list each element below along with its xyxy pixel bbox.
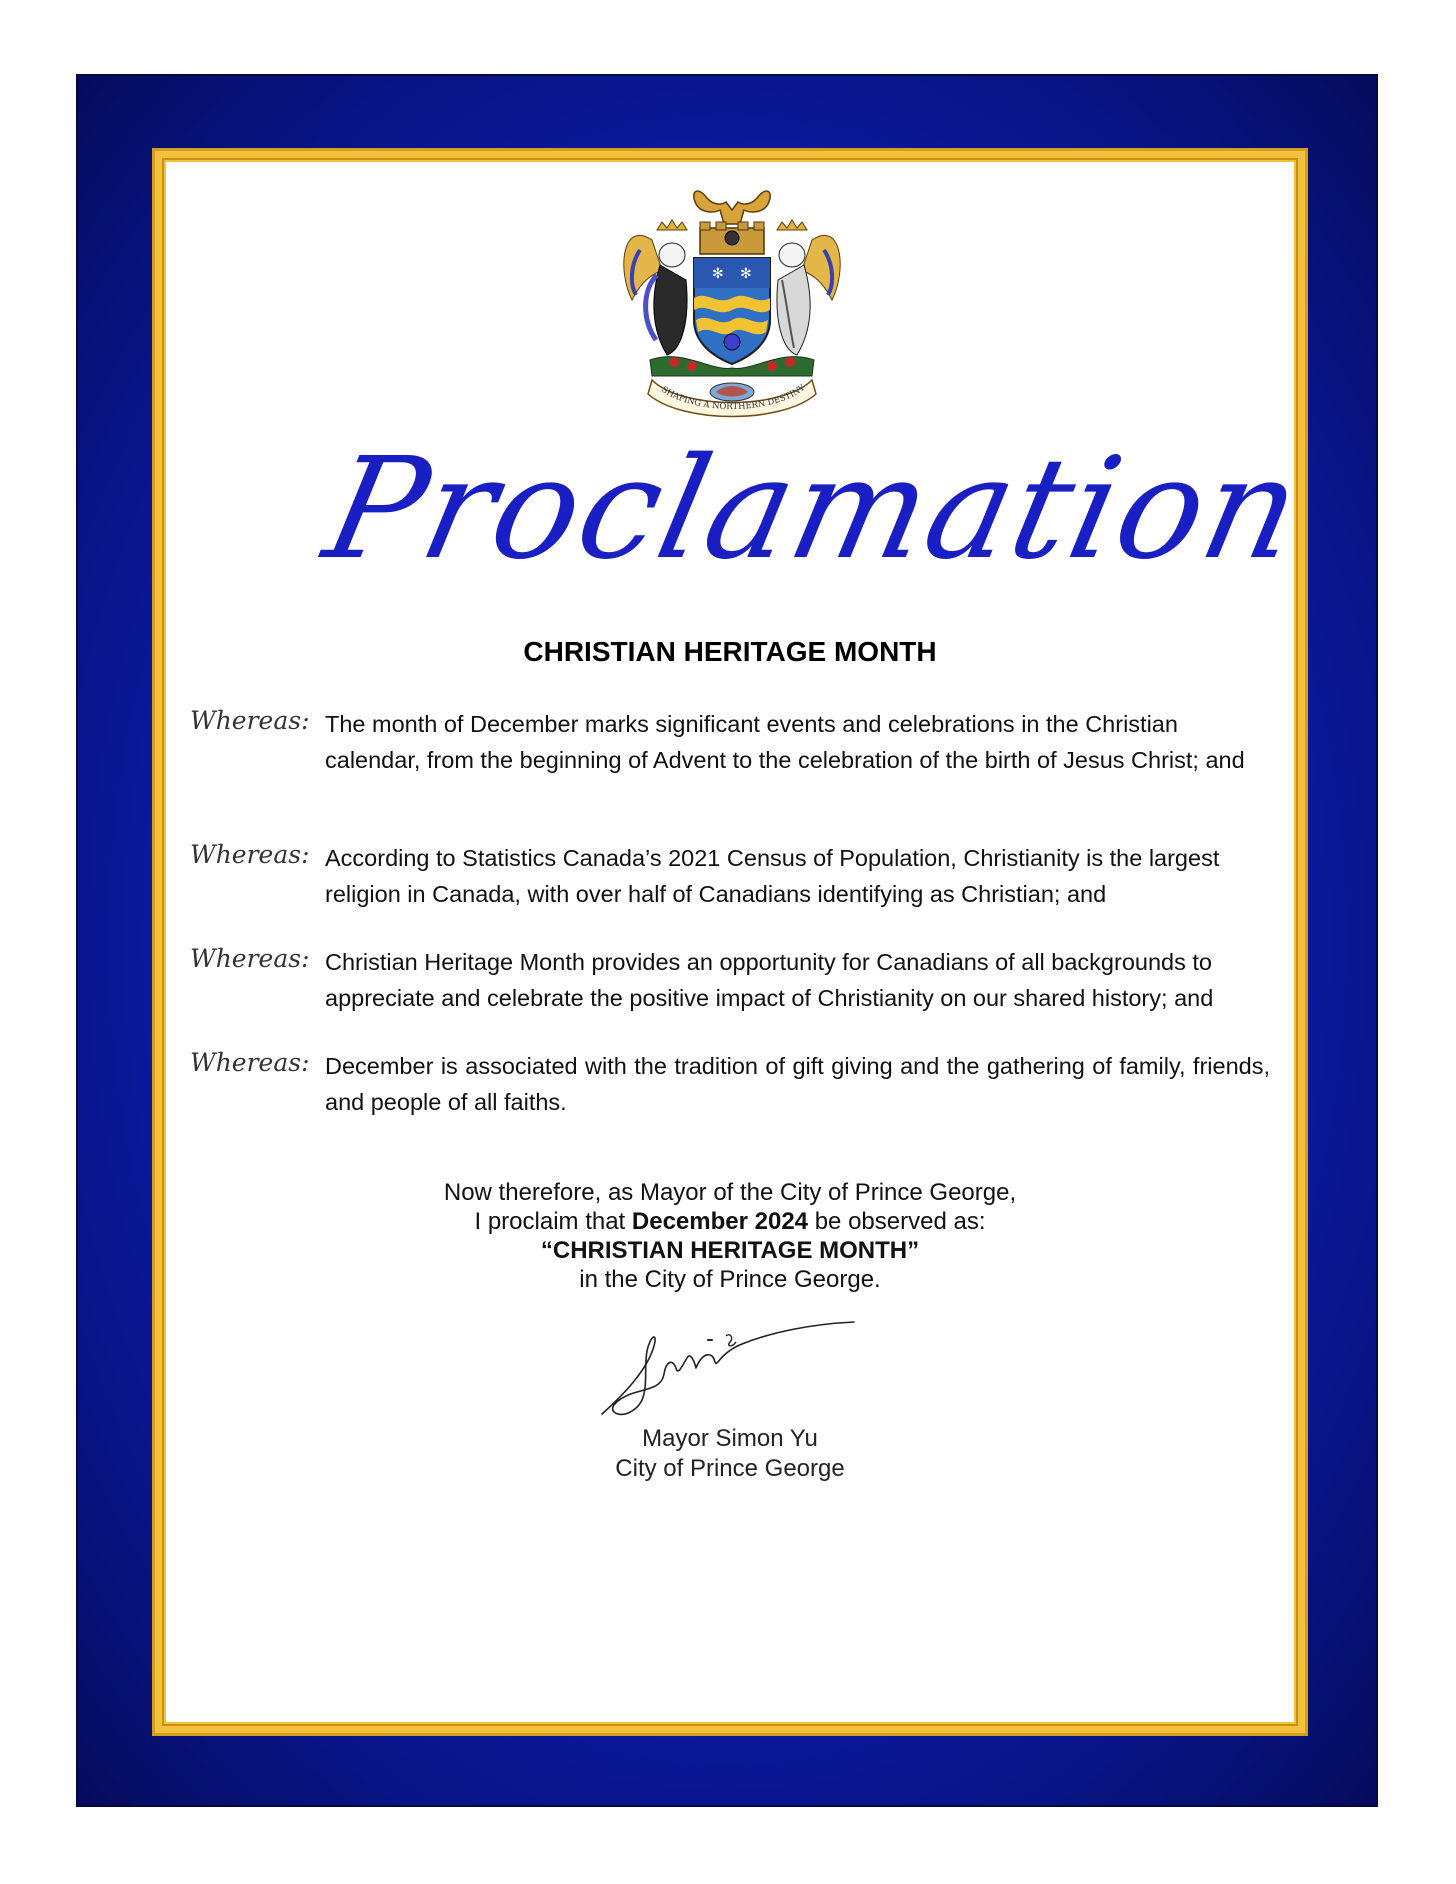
whereas-text: December is associated with the tradition of gift giving and the gathering of family, friends, and people of all faiths. (325, 1053, 1270, 1115)
whereas-text: According to Statistics Canada’s 2021 Census of Population, Christianity is the largest religion in Canada, with over half of Canadians identifying as Christian; and (325, 845, 1220, 907)
signatory-organization: City of Prince George (615, 1455, 845, 1482)
svg-text:✻: ✻ (740, 266, 752, 282)
signatory-block (166, 1424, 1294, 1484)
proclaimed-observance: “CHRISTIAN HERITAGE MONTH” (540, 1237, 920, 1264)
proclaimed-date: December 2024 (631, 1208, 809, 1235)
mayor-signature (592, 1296, 862, 1426)
signatory-name: Mayor Simon Yu (642, 1425, 818, 1452)
whereas-label: Whereas: (190, 944, 310, 973)
crest-motto: SHAPING A NORTHERN DESTINY (659, 383, 808, 413)
proclamation-resolution (166, 1178, 1294, 1294)
svg-text:✻: ✻ (712, 266, 724, 282)
whereas-clause-1 (190, 706, 1280, 816)
whereas-text: Christian Heritage Month provides an opportunity for Canadians of all backgrounds to appreciate and celebrate the positive impact of Christianity on our shared history; and (325, 949, 1214, 1011)
whereas-label: Whereas: (190, 1048, 310, 1077)
whereas-label: Whereas: (190, 840, 310, 869)
whereas-clause-3 (190, 944, 1280, 1024)
proclamation-title: Proclamation (312, 428, 1316, 591)
resolution-line-2-after: be observed as: (814, 1208, 986, 1235)
proclamation-heading: CHRISTIAN HERITAGE MONTH (523, 636, 937, 667)
resolution-line-2-before: I proclaim that (474, 1208, 626, 1235)
resolution-line-2 (166, 1207, 1294, 1236)
city-coat-of-arms (612, 180, 852, 422)
resolution-line-4: in the City of Prince George. (579, 1266, 881, 1293)
resolution-line-1: Now therefore, as Mayor of the City of Prince George, (443, 1179, 1017, 1206)
whereas-label: Whereas: (190, 706, 310, 735)
whereas-text: The month of December marks significant events and celebrations in the Christian calendar, from the beginning of Advent to the celebration of the birth of Jesus Christ; and (325, 711, 1245, 773)
whereas-clause-4 (190, 1048, 1280, 1128)
whereas-clause-2 (190, 840, 1280, 920)
